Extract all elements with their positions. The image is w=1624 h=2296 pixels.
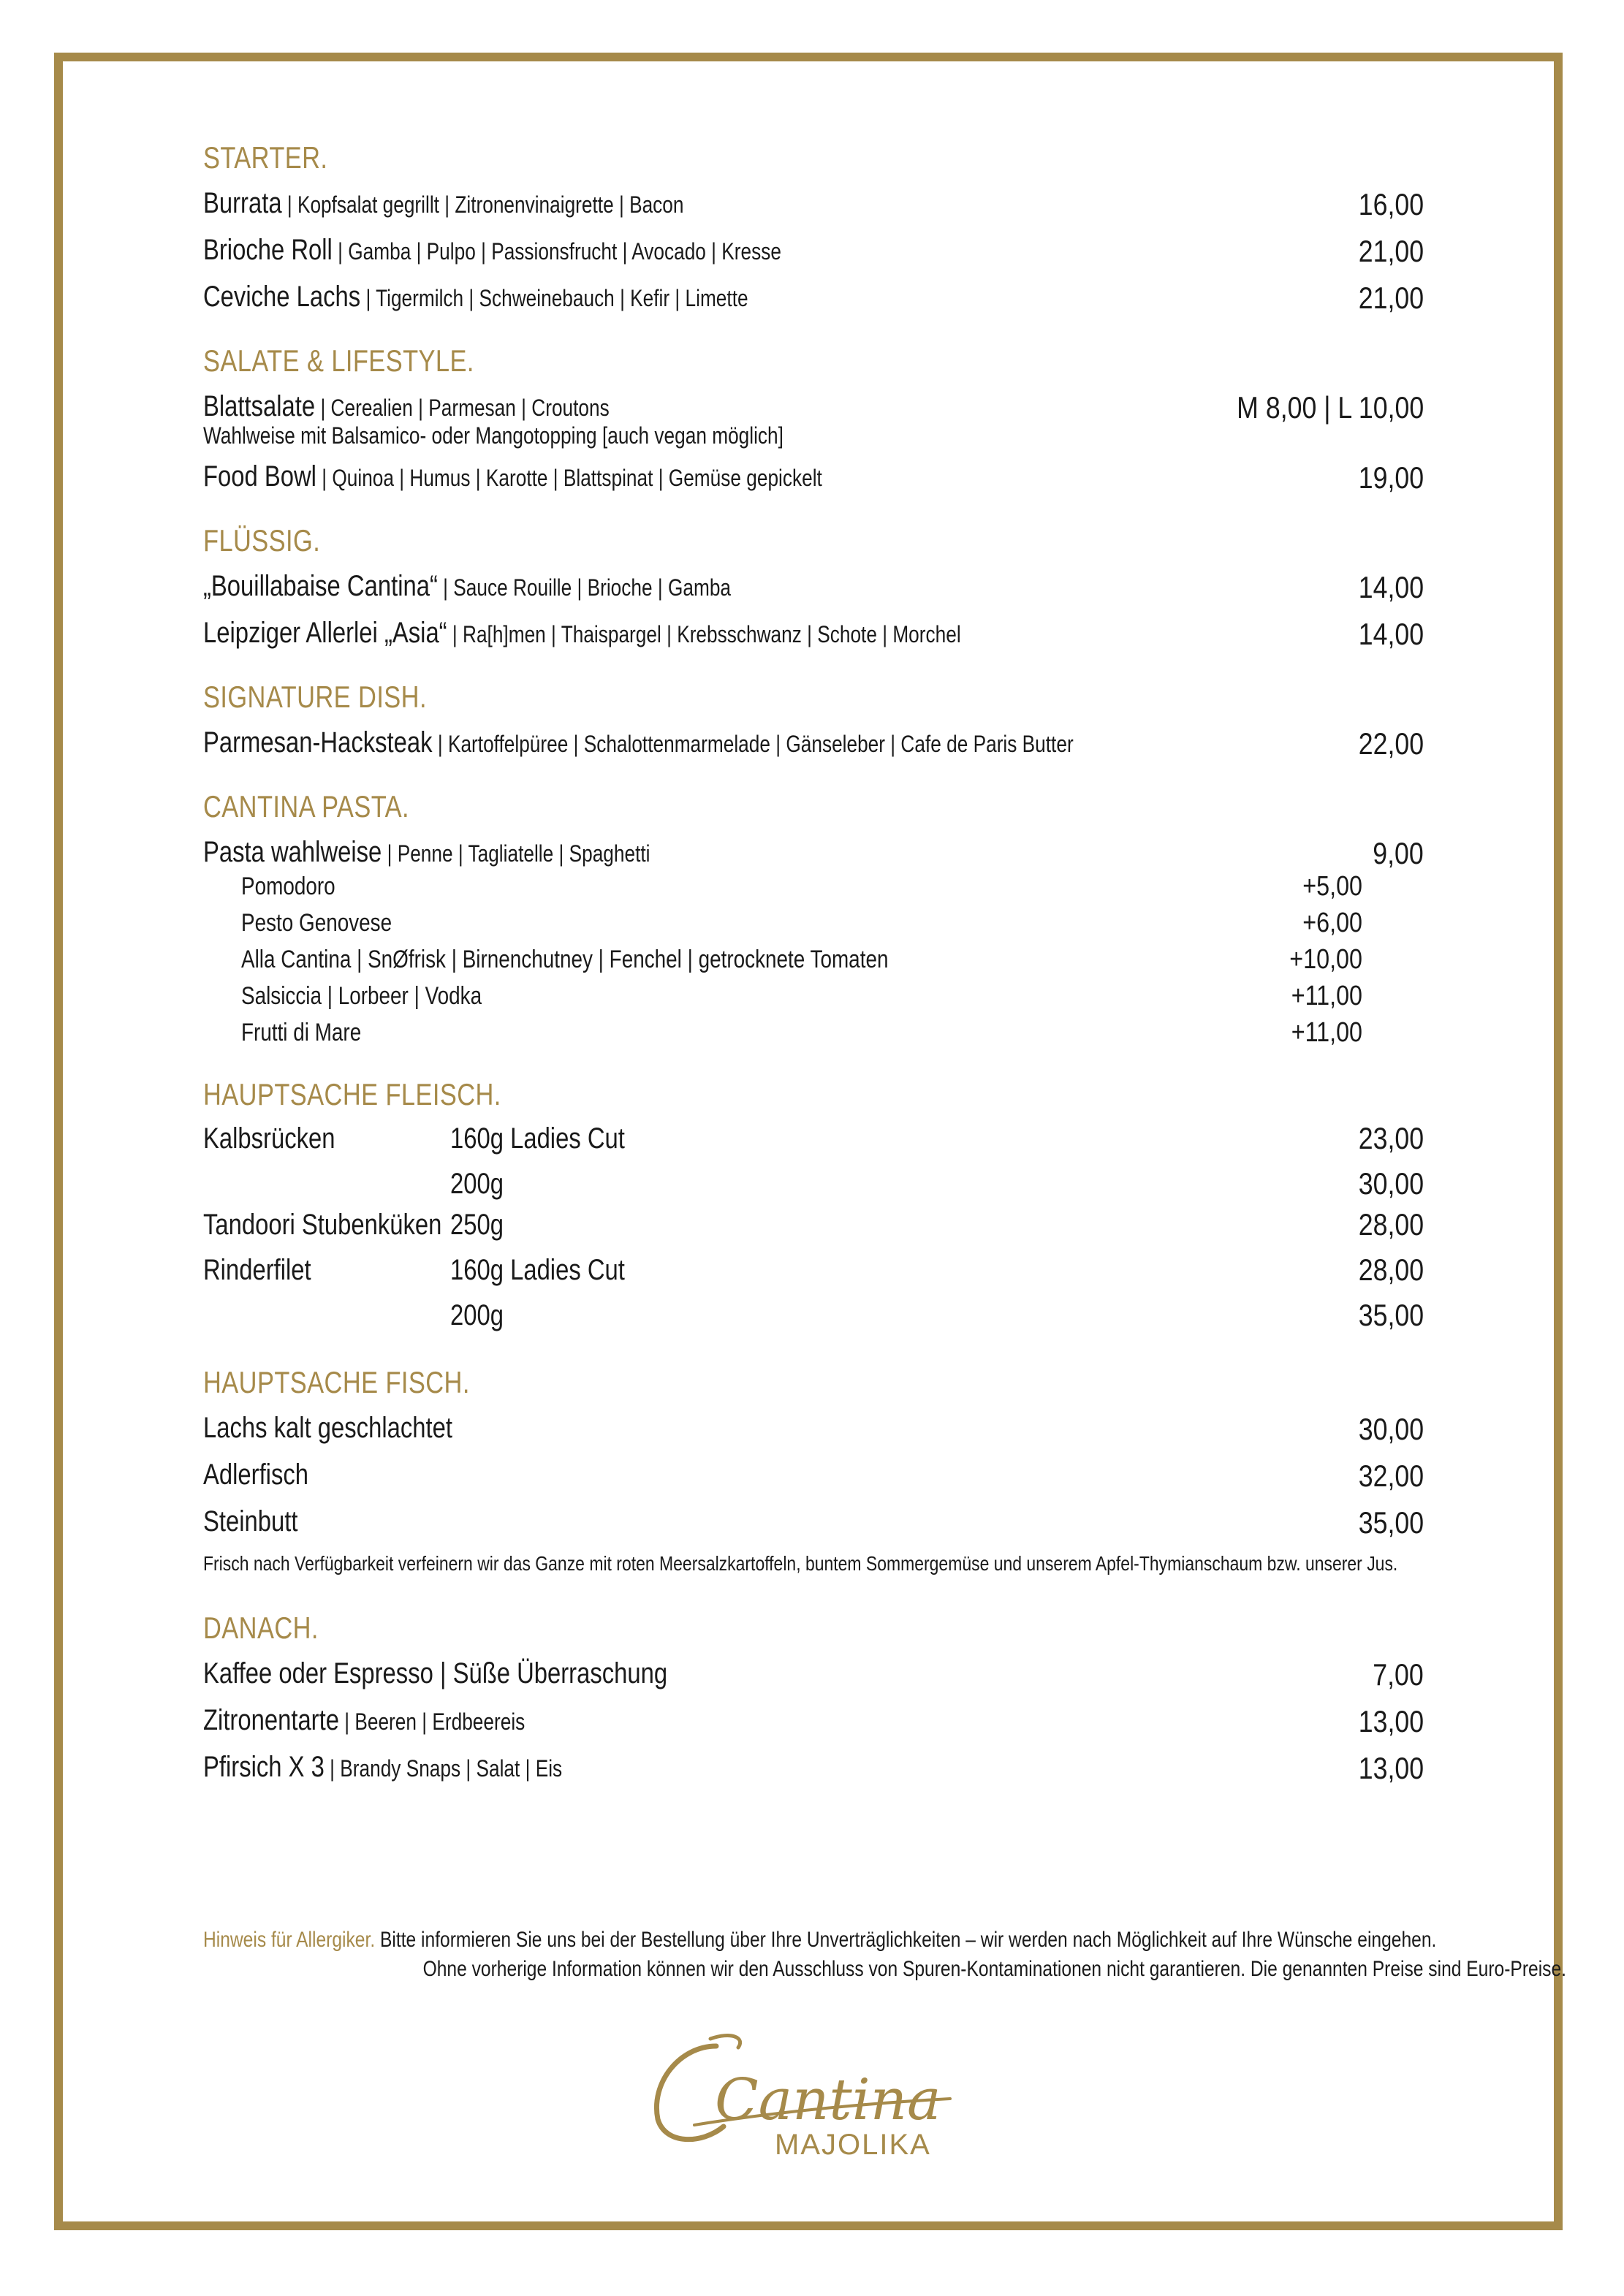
item-name: Leipziger Allerlei „Asia“: [203, 617, 447, 649]
meat-cut: 160g Ladies Cut: [450, 1254, 625, 1286]
allergy-line2: Ohne vorherige Information können wir den Ausschluss von Spuren-Kontaminationen nicht garantieren. Die genannten Preise sind Euro-Preise.: [422, 1957, 1566, 1981]
option-name: Pomodoro: [241, 873, 335, 900]
pasta-option: [203, 868, 1424, 905]
item-name: Food Bowl: [203, 460, 316, 493]
item-price: 30,00: [1358, 1412, 1424, 1446]
logo-sub: MAJOLIKA: [775, 2129, 931, 2161]
menu-item: [203, 560, 1424, 607]
meat-price: 28,00: [1358, 1252, 1424, 1287]
pasta-option: [203, 905, 1424, 941]
menu-item: [203, 1647, 1424, 1694]
logo-script: Cantina: [715, 2067, 941, 2133]
item-name: Burrata: [203, 187, 282, 219]
fish-note: Frisch nach Verfügbarkeit verfeinern wir das Ganze mit roten Meersalzkartoffeln, buntem Sommergemüse und unserem Apfel-Thymianschaum bzw. unserer Jus.: [203, 1552, 1398, 1575]
item-price: 32,00: [1358, 1459, 1424, 1493]
meat-name: Tandoori Stubenküken: [203, 1209, 442, 1241]
item-desc: | Brandy Snaps | Salat | Eis: [324, 1755, 563, 1782]
meat-cut: 200g: [450, 1299, 504, 1331]
meat-row: [203, 1159, 1424, 1200]
section-title-salate: SALATE & LIFESTYLE.: [203, 343, 474, 378]
item-name: Adlerfisch: [203, 1459, 309, 1491]
item-desc: | Quinoa | Humus | Karotte | Blattspinat | Gemüse gepickelt: [316, 465, 822, 491]
item-name: Brioche Roll: [203, 234, 333, 266]
menu-item: [203, 826, 1424, 868]
option-price: +11,00: [1291, 1017, 1362, 1048]
item-name: Blattsalate: [203, 390, 316, 422]
item-desc: | Beeren | Erdbeereis: [338, 1708, 525, 1735]
section-title-signature: SIGNATURE DISH.: [203, 680, 427, 714]
item-desc: | Cerealien | Parmesan | Croutons: [315, 395, 610, 421]
item-name: Parmesan-Hacksteak: [203, 726, 433, 759]
meat-cut: 160g Ladies Cut: [450, 1122, 625, 1155]
section-title-danach: DANACH.: [203, 1611, 319, 1645]
pasta-option: [203, 941, 1424, 978]
meat-price: 30,00: [1358, 1166, 1424, 1201]
item-price: 21,00: [1358, 281, 1424, 315]
item-price: M 8,00 | L 10,00: [1236, 390, 1424, 425]
option-price: +6,00: [1302, 908, 1362, 938]
menu-item: [203, 607, 1424, 653]
meat-row: [203, 1245, 1424, 1290]
menu-content: [203, 139, 1424, 1787]
item-desc: | Sauce Rouille | Brioche | Gamba: [437, 574, 732, 601]
item-price: 9,00: [1373, 836, 1424, 870]
meat-row: [203, 1114, 1424, 1159]
item-price: 35,00: [1358, 1505, 1424, 1540]
item-desc: | Kartoffelpüree | Schalottenmarmelade | Gänseleber | Cafe de Paris Butter: [432, 731, 1074, 757]
menu-item: [203, 450, 1424, 497]
item-name: Pasta wahlweise: [203, 836, 382, 868]
item-price: 14,00: [1358, 617, 1424, 651]
option-price: +5,00: [1302, 871, 1362, 902]
item-price: 14,00: [1358, 570, 1424, 604]
meat-name: Kalbsrücken: [203, 1122, 335, 1155]
menu-item: [203, 1448, 1424, 1495]
item-price: 13,00: [1358, 1751, 1424, 1785]
section-title-starter: STARTER.: [203, 140, 328, 175]
section-title-fleisch: HAUPTSACHE FLEISCH.: [203, 1077, 501, 1111]
allergy-line1: Bitte informieren Sie uns bei der Bestellung über Ihre Unverträglichkeiten – wir werden nach Möglichkeit auf Ihre Wünsche eingehen.: [375, 1928, 1437, 1952]
section-title-fisch: HAUPTSACHE FISCH.: [203, 1365, 470, 1399]
item-price: 13,00: [1358, 1704, 1424, 1738]
meat-row: [203, 1200, 1424, 1245]
section-title-pasta: CANTINA PASTA.: [203, 789, 409, 824]
item-desc: | Tigermilch | Schweinebauch | Kefir | Limette: [360, 285, 748, 311]
option-price: +10,00: [1289, 944, 1362, 975]
meat-price: 35,00: [1358, 1298, 1424, 1332]
meat-price: 28,00: [1358, 1207, 1424, 1242]
allergy-notice: [203, 1928, 1566, 1982]
menu-item: [203, 224, 1424, 270]
menu-item: [203, 380, 1424, 427]
meat-cut: 200g: [450, 1168, 504, 1200]
option-name: Salsiccia | Lorbeer | Vodka: [241, 982, 482, 1010]
item-price: 19,00: [1358, 460, 1424, 495]
item-name: Lachs kalt geschlachtet: [203, 1412, 452, 1444]
item-name: Kaffee oder Espresso | Süße Überraschung: [203, 1657, 668, 1689]
item-name: Steinbutt: [203, 1505, 298, 1537]
menu-item: [203, 177, 1424, 224]
meat-cut: 250g: [450, 1209, 504, 1241]
option-name: Pesto Genovese: [241, 909, 392, 937]
section-title-fluessig: FLÜSSIG.: [203, 523, 321, 558]
item-name: Ceviche Lachs: [203, 281, 361, 313]
item-desc: | Penne | Tagliatelle | Spaghetti: [382, 840, 650, 867]
item-price: 21,00: [1358, 234, 1424, 268]
item-note: Wahlweise mit Balsamico- oder Mangotopping [auch vegan möglich]: [203, 422, 783, 449]
item-name: Pfirsich X 3: [203, 1751, 325, 1783]
cantina-majolika-logo: [629, 2017, 979, 2163]
item-price: 16,00: [1358, 187, 1424, 221]
pasta-option: [203, 978, 1424, 1014]
menu-item: [203, 1741, 1424, 1787]
menu-item: [203, 1402, 1424, 1448]
item-desc: | Gamba | Pulpo | Passionsfrucht | Avocado | Kresse: [332, 238, 781, 265]
item-price: 22,00: [1358, 726, 1424, 761]
menu-item: [203, 716, 1424, 763]
option-name: Alla Cantina | SnØfrisk | Birnenchutney | Fenchel | getrocknete Tomaten: [241, 946, 889, 973]
option-price: +11,00: [1291, 981, 1362, 1011]
item-price: 7,00: [1373, 1657, 1424, 1692]
menu-item: [203, 1694, 1424, 1741]
menu-item: [203, 1495, 1424, 1542]
option-name: Frutti di Mare: [241, 1019, 362, 1046]
item-name: Zitronentarte: [203, 1704, 339, 1736]
menu-item: [203, 270, 1424, 317]
meat-name: Rinderfilet: [203, 1254, 311, 1286]
meat-row: [203, 1290, 1424, 1331]
item-desc: | Ra[h]men | Thaispargel | Krebsschwanz | Schote | Morchel: [447, 621, 961, 647]
item-desc: | Kopfsalat gegrillt | Zitronenvinaigrette | Bacon: [281, 191, 684, 218]
allergy-label: Hinweis für Allergiker.: [203, 1928, 376, 1952]
meat-price: 23,00: [1358, 1121, 1424, 1155]
item-name: „Bouillabaise Cantina“: [203, 570, 438, 602]
pasta-option: [203, 1014, 1424, 1051]
